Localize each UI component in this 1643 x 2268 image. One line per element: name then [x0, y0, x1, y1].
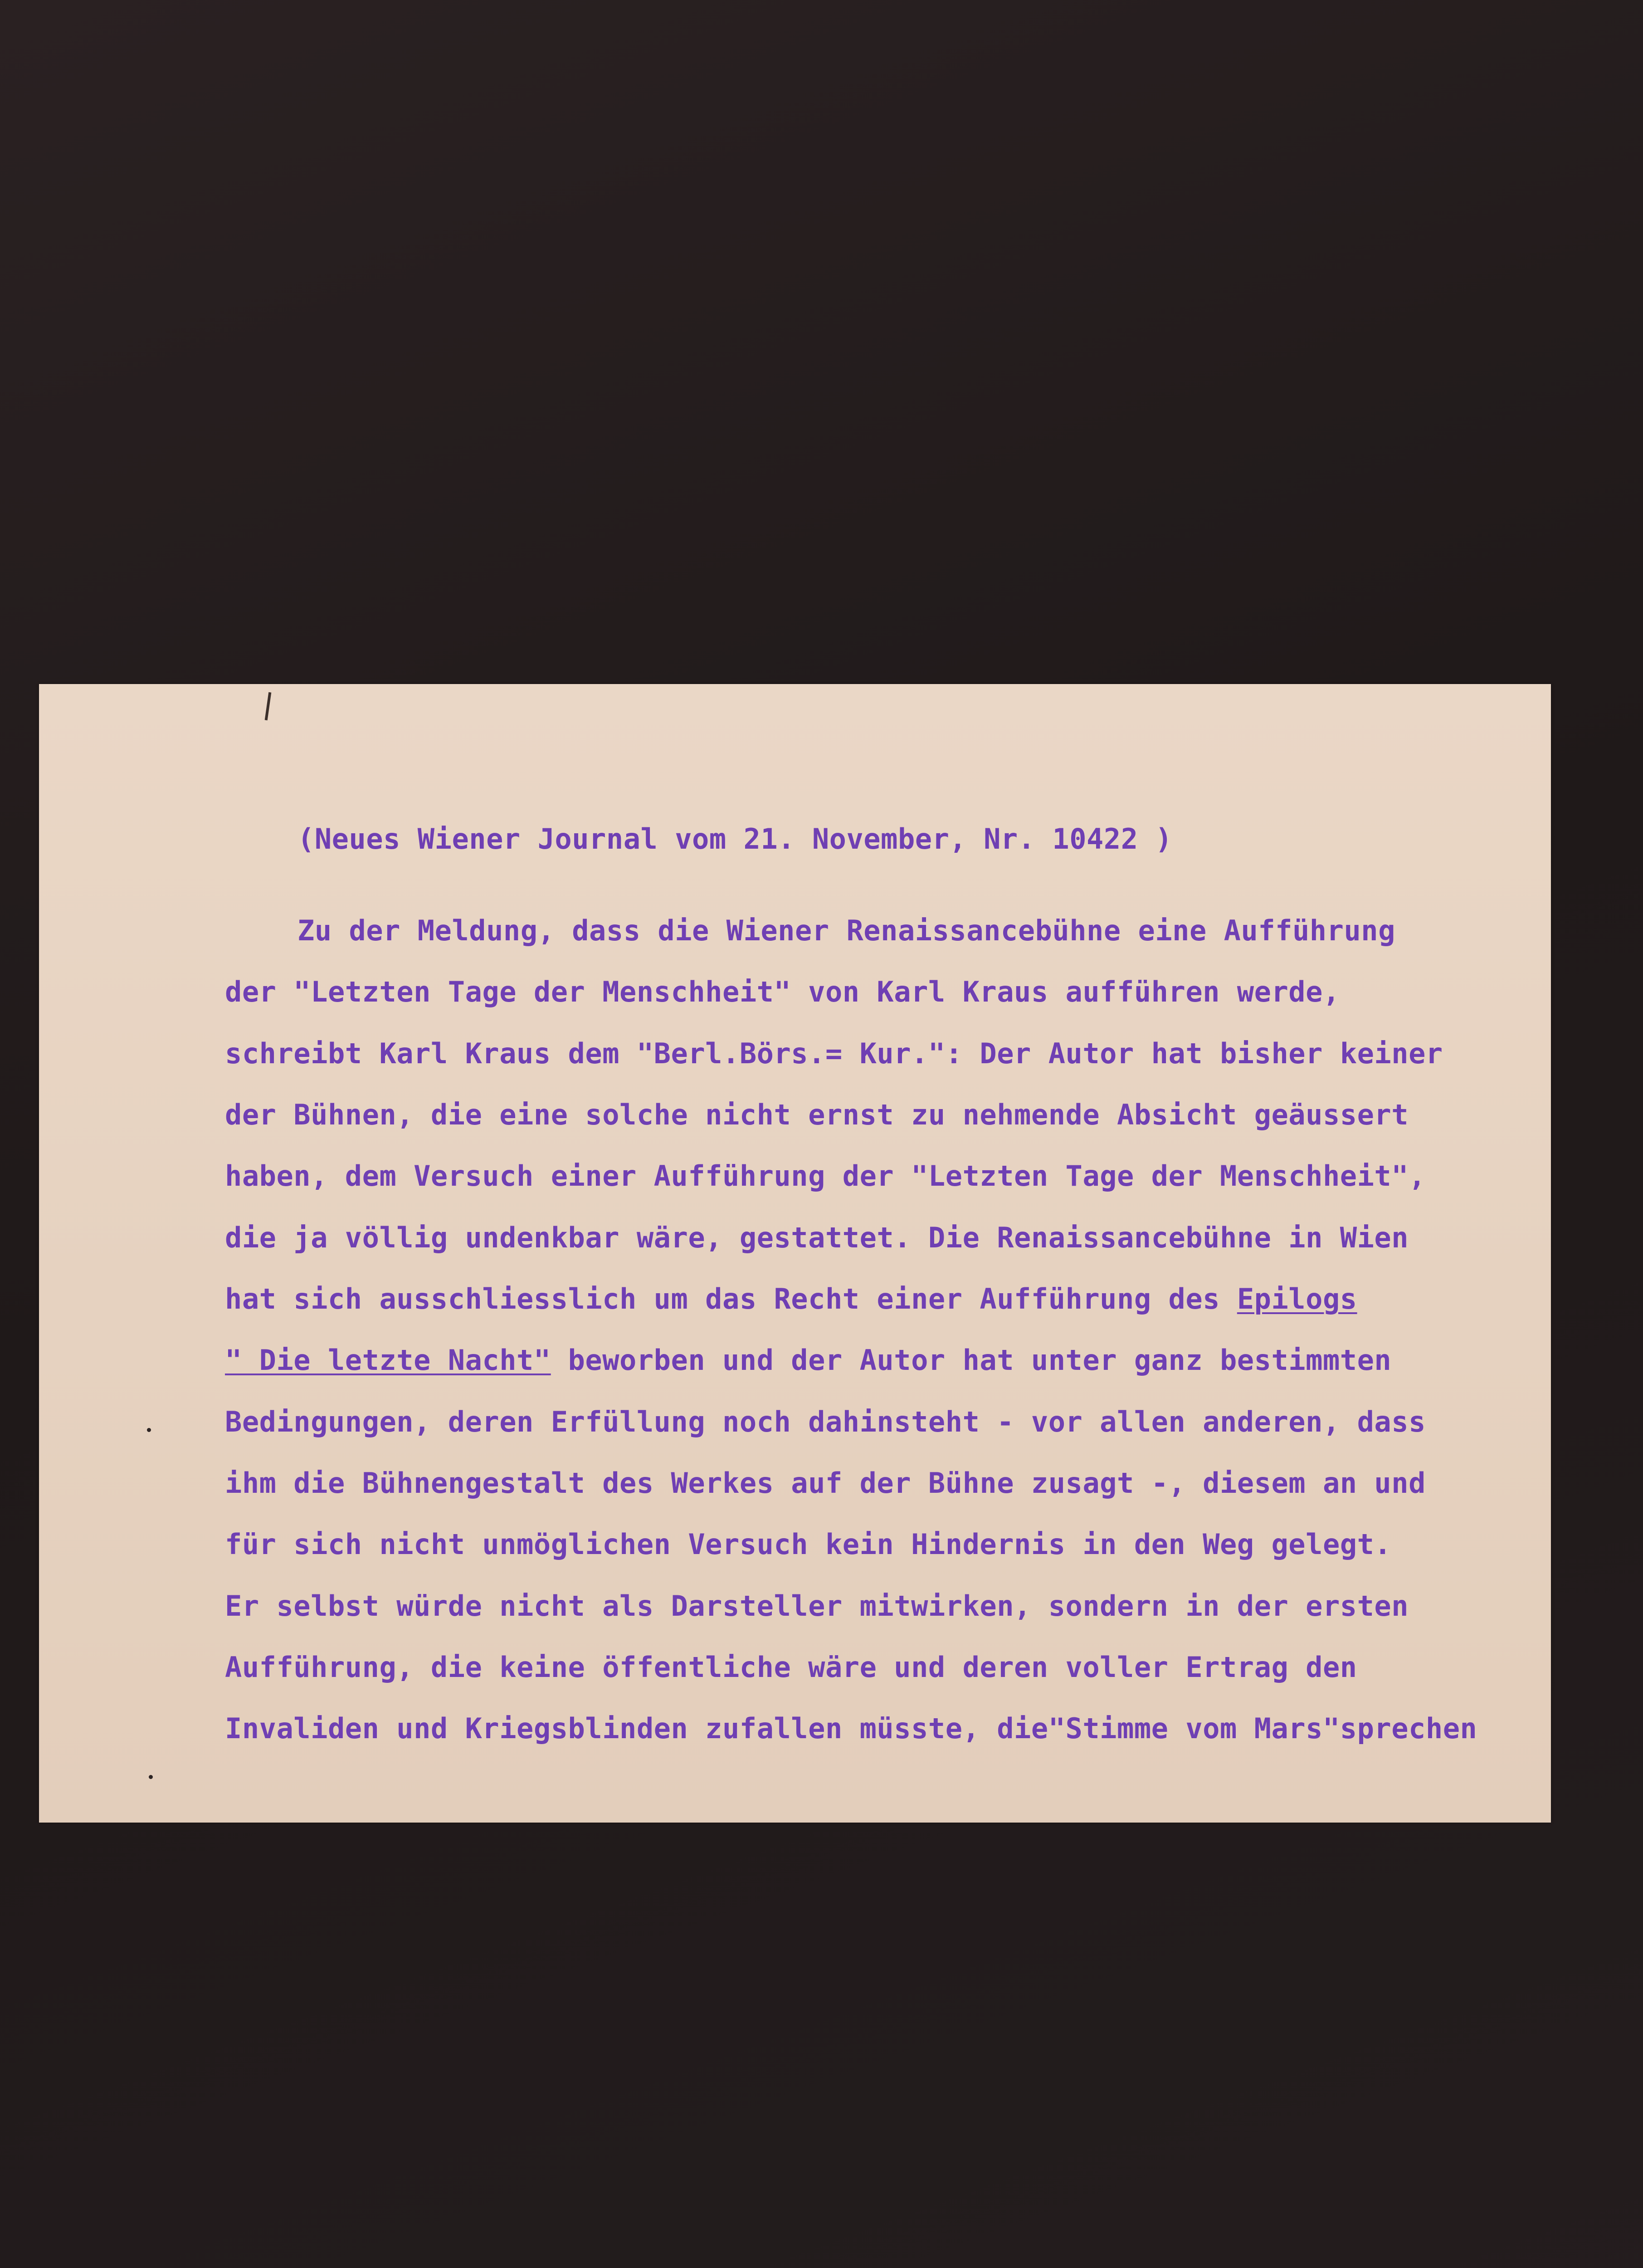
document-heading: (Neues Wiener Journal vom 21. November, Nr. 10422 ) — [297, 822, 1173, 855]
paper-sheet — [39, 684, 1551, 1823]
text-line: Zu der Meldung, dass die Wiener Renaissancebühne eine Aufführung — [297, 914, 1395, 947]
underlined-title: " Die letzte Nacht" — [225, 1344, 551, 1377]
underlined-epilogs: Epilogs — [1237, 1282, 1357, 1315]
pin-mark — [265, 692, 272, 720]
text-line: schreibt Karl Kraus dem "Berl.Börs.= Kur.": Der Autor hat bisher keiner — [225, 1037, 1443, 1070]
text-line: der Bühnen, die eine solche nicht ernst zu nehmende Absicht geäussert — [225, 1098, 1409, 1131]
text-line: für sich nicht unmöglichen Versuch kein Hindernis in den Weg gelegt. — [225, 1528, 1392, 1561]
text-line: Bedingungen, deren Erfüllung noch dahinsteht - vor allen anderen, dass — [225, 1405, 1426, 1438]
text-line: Er selbst würde nicht als Darsteller mitwirken, sondern in der ersten — [225, 1589, 1409, 1623]
text-line: ihm die Bühnengestalt des Werkes auf der Bühne zusagt -, diesem an und — [225, 1466, 1426, 1500]
text-line — [225, 1282, 1357, 1315]
text-line: Aufführung, die keine öffentliche wäre und deren voller Ertrag den — [225, 1651, 1357, 1684]
punch-dot — [147, 1428, 151, 1432]
text-line: der "Letzten Tage der Menschheit" von Karl Kraus aufführen werde, — [225, 975, 1340, 1008]
text-line: die ja völlig undenkbar wäre, gestattet. Die Renaissancebühne in Wien — [225, 1221, 1409, 1254]
text-line: Invaliden und Kriegsblinden zufallen müsste, die"Stimme vom Mars"sprechen — [225, 1712, 1477, 1745]
punch-dot — [149, 1775, 153, 1779]
text-segment: hat sich ausschliesslich um das Recht einer Aufführung des — [225, 1282, 1237, 1315]
text-line: haben, dem Versuch einer Aufführung der "Letzten Tage der Menschheit", — [225, 1159, 1426, 1193]
text-line — [225, 1344, 1392, 1377]
text-segment: beworben und der Autor hat unter ganz bestimmten — [551, 1344, 1392, 1377]
